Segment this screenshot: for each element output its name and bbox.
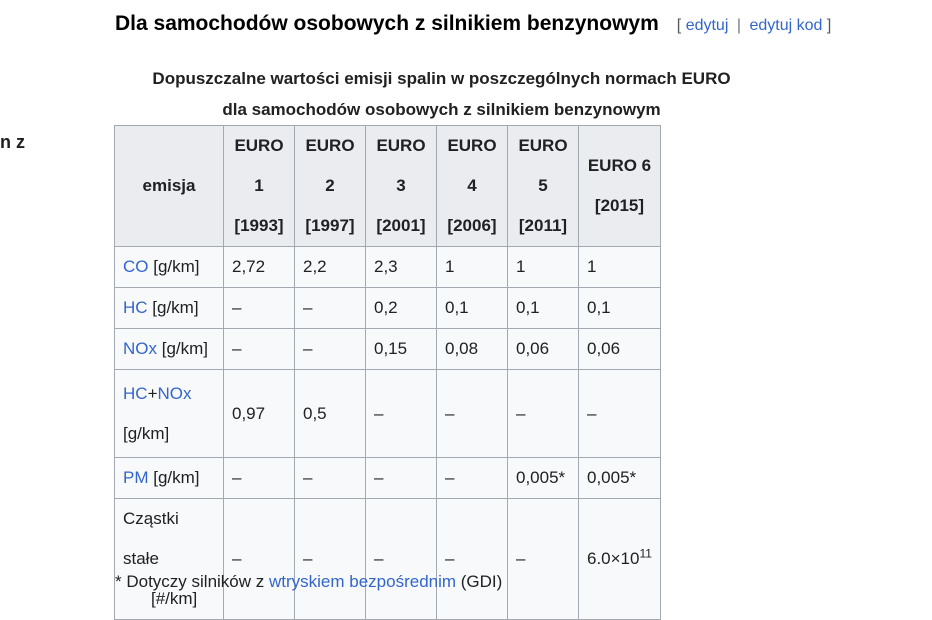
table-cell: 0,06 xyxy=(508,329,579,370)
table-cell: 0,5 xyxy=(295,370,366,458)
row-header xyxy=(115,329,224,370)
row-header xyxy=(115,247,224,288)
table-cell: 0,08 xyxy=(437,329,508,370)
norm-label: EURO 4 xyxy=(447,136,497,195)
table-cell: – xyxy=(224,288,295,329)
column-header-euro-1 xyxy=(224,126,295,247)
table-cell: – xyxy=(224,499,295,620)
edit-bracket-open: [ xyxy=(676,17,682,34)
table-cell: 1 xyxy=(437,247,508,288)
norm-label: EURO 2 xyxy=(305,136,355,195)
table-cell: – xyxy=(295,458,366,499)
hc-link[interactable]: HC xyxy=(123,298,148,317)
table-cell: – xyxy=(366,499,437,620)
row-header xyxy=(115,499,224,620)
table-cell: 0,005* xyxy=(508,458,579,499)
row-header-line-1 xyxy=(123,374,215,414)
norm-label: EURO 5 xyxy=(518,136,568,195)
table-cell: – xyxy=(437,370,508,458)
table-cell: 0,005* xyxy=(579,458,661,499)
row-header-line-1: Cząstki stałe xyxy=(123,509,179,568)
table-row-hc xyxy=(115,288,661,329)
plus-sign: + xyxy=(147,383,158,403)
table-cell: 2,2 xyxy=(295,247,366,288)
gdi-link[interactable]: wtryskiem bezpośrednim xyxy=(268,572,457,591)
table-cell: – xyxy=(295,288,366,329)
unit-label: [g/km] xyxy=(123,423,170,443)
table-caption xyxy=(115,63,768,125)
table-cell xyxy=(579,499,661,620)
table-row-hc-nox xyxy=(115,370,661,458)
edit-code-link[interactable]: edytuj kod xyxy=(749,17,823,34)
table-cell: 2,3 xyxy=(366,247,437,288)
unit-label: [g/km] xyxy=(148,468,200,487)
footnote-suffix: (GDI) xyxy=(456,572,503,591)
unit-label: [g/km] xyxy=(148,257,200,276)
norm-label: EURO 1 xyxy=(234,136,284,195)
table-cell: 0,15 xyxy=(366,329,437,370)
row-header xyxy=(115,288,224,329)
table-cell: 0,1 xyxy=(579,288,661,329)
co-link[interactable]: CO xyxy=(123,257,149,276)
table-cell: – xyxy=(579,370,661,458)
emission-table xyxy=(114,125,661,620)
table-cell: 0,1 xyxy=(508,288,579,329)
clipped-sidebar-text: n z xyxy=(0,132,25,152)
nox-link[interactable]: NOx xyxy=(123,339,157,358)
column-header-euro-3 xyxy=(366,126,437,247)
value-base: 6.0×10 xyxy=(587,549,640,568)
edit-bracket-close: ] xyxy=(826,17,832,34)
year-label: [1997] xyxy=(305,216,355,235)
table-cell: – xyxy=(224,329,295,370)
edit-separator: | xyxy=(736,17,741,34)
unit-label: [g/km] xyxy=(157,339,209,358)
edit-links xyxy=(677,17,832,35)
unit-label: [#/km] xyxy=(151,589,198,608)
table-cell: 1 xyxy=(579,247,661,288)
nox-link[interactable]: NOx xyxy=(157,383,192,403)
table-cell: 1 xyxy=(508,247,579,288)
footnote-prefix: * Dotyczy silników z xyxy=(115,572,269,591)
year-label: [2001] xyxy=(376,216,426,235)
year-label: [1993] xyxy=(234,216,284,235)
norm-label: EURO 6 xyxy=(587,156,652,175)
table-cell: – xyxy=(295,499,366,620)
table-cell: 0,2 xyxy=(366,288,437,329)
row-header xyxy=(115,370,224,458)
year-label: [2006] xyxy=(447,216,497,235)
table-cell: – xyxy=(366,458,437,499)
year-label: [2011] xyxy=(518,216,568,235)
pm-link[interactable]: PM xyxy=(123,468,149,487)
column-header-euro-5 xyxy=(508,126,579,247)
table-row-particles xyxy=(115,499,661,620)
footnote xyxy=(115,572,502,592)
table-cell: – xyxy=(508,370,579,458)
row-header xyxy=(115,458,224,499)
value-exponent: 11 xyxy=(639,546,652,561)
table-cell: – xyxy=(295,329,366,370)
section-header xyxy=(115,12,915,36)
table-row-nox xyxy=(115,329,661,370)
hc-link[interactable]: HC xyxy=(123,383,148,403)
year-label: [2015] xyxy=(594,196,645,215)
table-cell: – xyxy=(366,370,437,458)
table-header-row xyxy=(115,126,661,247)
norm-label: EURO 3 xyxy=(376,136,426,195)
column-header-euro-4 xyxy=(437,126,508,247)
table-row-co xyxy=(115,247,661,288)
table-cell: – xyxy=(508,499,579,620)
corner-header: emisja xyxy=(115,126,224,247)
unit-label: [g/km] xyxy=(147,298,199,317)
table-cell: – xyxy=(437,458,508,499)
table-caption-line-1: Dopuszczalne wartości emisji spalin w poszczególnych normach EURO xyxy=(152,69,731,88)
edit-link[interactable]: edytuj xyxy=(685,17,729,34)
table-cell: 2,72 xyxy=(224,247,295,288)
table-caption-line-2: dla samochodów osobowych z silnikiem benzynowym xyxy=(222,100,661,119)
table-cell: 0,1 xyxy=(437,288,508,329)
table-cell: 0,06 xyxy=(579,329,661,370)
table-row-pm xyxy=(115,458,661,499)
table-cell: – xyxy=(224,458,295,499)
column-header-euro-6 xyxy=(579,126,661,247)
column-header-euro-2 xyxy=(295,126,366,247)
section-heading: Dla samochodów osobowych z silnikiem benzynowym xyxy=(115,12,659,35)
table-cell: – xyxy=(437,499,508,620)
table-cell: 0,97 xyxy=(224,370,295,458)
